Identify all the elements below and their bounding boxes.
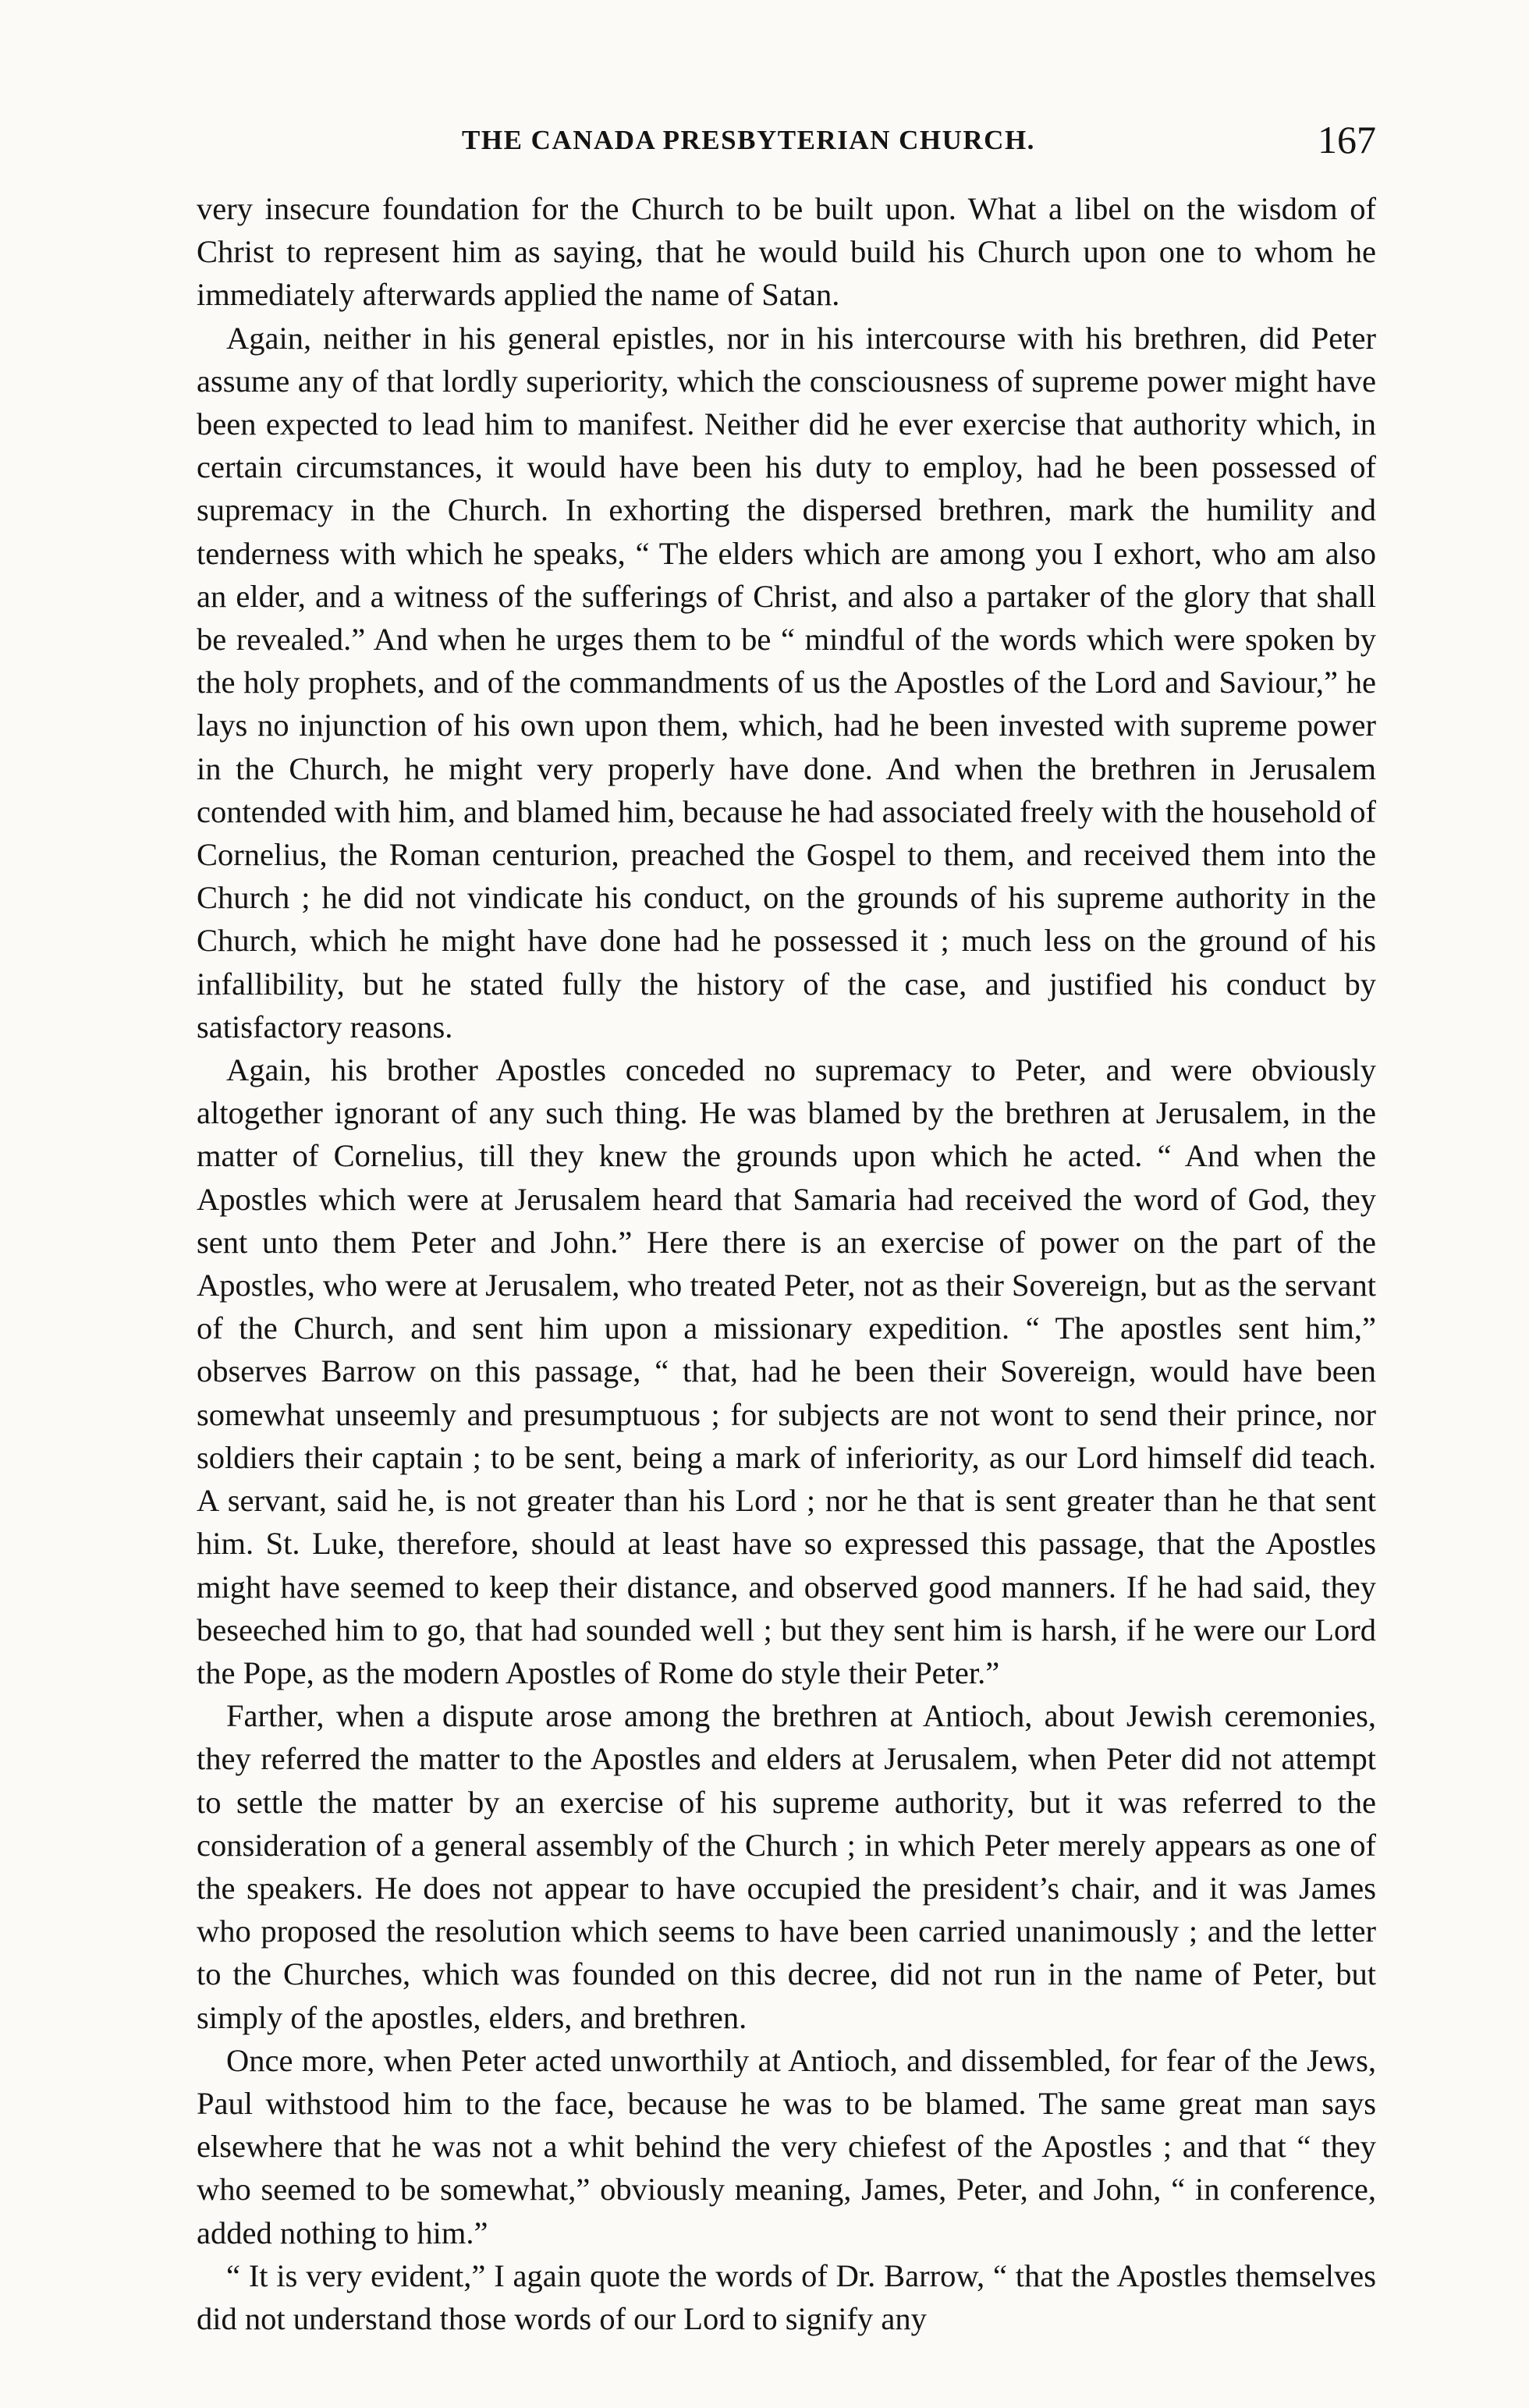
paragraph-4: Farther, when a dispute arose among the brethren at Antioch, about Jewish ceremonies, they referred the matter to the Apostles and elders at Jerusalem, when Peter did not attempt to settle the matter by an exercise of his supreme authority, but it was referred to the consideration of a general assembly of the Church ; in which Peter merely appears as one of the speakers. He does not appear to have occupied the president’s chair, and it was James who proposed the resolution which seems to have been carried unanimously ; and the letter to the Churches, which was founded on this decree, did not run in the name of Peter, but simply of the apostles, elders, and brethren. [197, 1698, 1376, 2035]
paragraph-2: Again, neither in his general epistles, nor in his intercourse with his brethren, did Peter assume any of that lordly superiority, which the consciousness of supreme power might have been expected to lead him to manifest. Neither did he ever exercise that authority which, in certain circumstances, it would have been his duty to employ, had he been possessed of supremacy in the Church. In exhorting the dispersed brethren, mark the humility and tenderness with which he speaks, “ The elders which are among you I exhort, who am also an elder, and a witness of the sufferings of Christ, and also a partaker of the glory that shall be revealed.” And when he urges them to be “ mindful of the words which were spoken by the holy prophets, and of the commandments of us the Apostles of the Lord and Saviour,” he lays no injunction of his own upon them, which, had he been invested with supreme power in the Church, he might very properly have done. And when the brethren in Jerusalem contended with him, and blamed him, because he had associated freely with the household of Cornelius, the Roman centurion, preached the Gospel to them, and received them into the Church ; he did not vindicate his conduct, on the grounds of his supreme authority in the Church, which he might have done had he possessed it ; much less on the ground of his infallibility, but he stated fully the history of the case, and justified his conduct by satisfactory reasons. [197, 320, 1376, 1044]
paragraph-5: Once more, when Peter acted unworthily at Antioch, and dissembled, for fear of the Jews, Paul withstood him to the face, because he was to be blamed. The same great man says elsewhere that he was not a whit behind the very chiefest of the Apostles ; and that “ they who seemed to be somewhat,” obviously meaning, James, Peter, and John, “ in conference, added nothing to him.” [197, 2042, 1376, 2250]
paragraph-1: very insecure foundation for the Church to be built upon. What a libel on the wisdom of Christ to represent him as saying, that he would build his Church upon one to whom he immediately afterwards applied the name of Satan. [197, 191, 1376, 313]
body-text [197, 187, 1376, 2340]
paragraph-6: “ It is very evident,” I again quote the words of Dr. Barrow, “ that the Apostles themselves did not understand those words of our Lord to signify any [197, 2257, 1376, 2336]
running-title: THE CANADA PRESBYTERIAN CHURCH. [462, 125, 1035, 155]
running-header [197, 117, 1376, 167]
page-number: 167 [1318, 118, 1376, 161]
paragraph-3: Again, his brother Apostles conceded no supremacy to Peter, and were obviously altogether ignorant of any such thing. He was blamed by the brethren at Jerusalem, in the matter of Cornelius, till they knew the grounds upon which he acted. “ And when the Apostles which were at Jerusalem heard that Samaria had received the word of God, they sent unto them Peter and John.” Here there is an exercise of power on the part of the Apostles, who were at Jerusalem, who treated Peter, not as their Sovereign, but as the servant of the Church, and sent him upon a missionary expedition. “ The apostles sent him,” observes Barrow on this passage, “ that, had he been their Sovereign, would have been somewhat unseemly and presumptuous ; for subjects are not wont to send their prince, nor soldiers their captain ; to be sent, being a mark of inferiority, as our Lord himself did teach. A servant, said he, is not greater than his Lord ; nor he that is sent greater than he that sent him. St. Luke, therefore, should at least have so expressed this passage, that the Apostles might have seemed to keep their distance, and observed good manners. If he had said, they beseeched him to go, that had sounded well ; but they sent him is harsh, if he were our Lord the Pope, as the modern Apostles of Rome do style their Peter.” [197, 1052, 1376, 1690]
